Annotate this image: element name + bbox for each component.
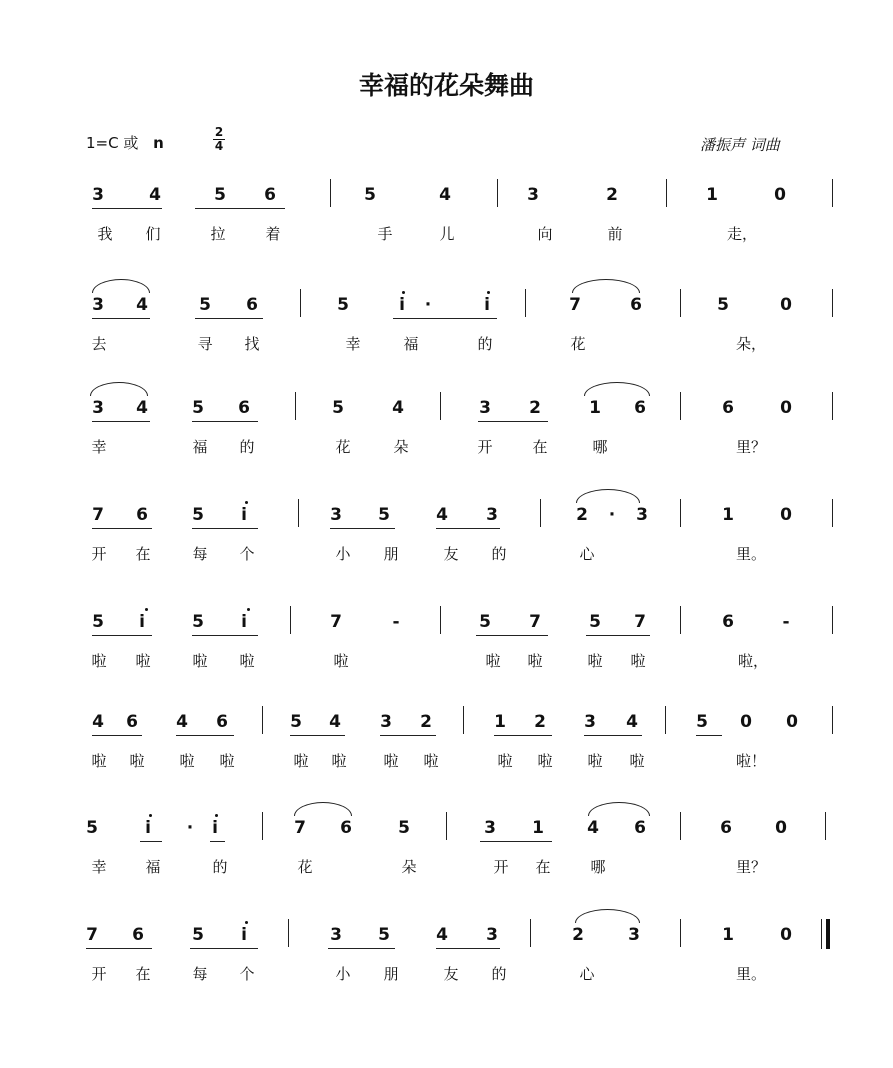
note: ·	[608, 505, 616, 525]
note: 6	[340, 818, 352, 838]
bar-line	[530, 919, 531, 947]
slur	[575, 909, 640, 923]
note: 5	[332, 398, 344, 418]
note: 4	[587, 818, 599, 838]
beam-underline	[92, 735, 142, 736]
note: 3	[636, 505, 648, 525]
bar-line	[832, 606, 833, 634]
note: 6	[238, 398, 250, 418]
slur	[92, 279, 150, 293]
note: 4	[626, 712, 638, 732]
note: 7	[294, 818, 306, 838]
lyric: 朋	[383, 545, 399, 563]
note: 5	[192, 612, 204, 632]
note: 6	[722, 398, 734, 418]
bar-line	[680, 812, 681, 840]
author-credit: 潘振声 词曲	[700, 136, 780, 154]
bar-line	[262, 706, 263, 734]
bar-line	[463, 706, 464, 734]
bar-line	[665, 706, 666, 734]
note: 0	[780, 505, 792, 525]
note: 5	[398, 818, 410, 838]
note: 4	[439, 185, 451, 205]
note: 0	[740, 712, 752, 732]
beam-underline	[328, 948, 395, 949]
bar-line	[497, 179, 498, 207]
note: 0	[774, 185, 786, 205]
lyric: 啦	[537, 752, 553, 770]
bar-line	[262, 812, 263, 840]
note: 4	[392, 398, 404, 418]
note: 5	[86, 818, 98, 838]
lyric: 花	[335, 438, 351, 456]
note: -	[782, 612, 790, 632]
note: 0	[780, 295, 792, 315]
note: 1	[722, 925, 734, 945]
beam-underline	[192, 635, 258, 636]
lyric: 啦	[219, 752, 235, 770]
bar-line	[440, 606, 441, 634]
beam-underline	[478, 421, 548, 422]
beam-underline	[92, 635, 152, 636]
octave-dot	[402, 291, 405, 294]
note: 3	[330, 925, 342, 945]
note: 4	[436, 505, 448, 525]
bar-line	[832, 289, 833, 317]
note: 4	[329, 712, 341, 732]
note: 0	[780, 398, 792, 418]
final-bar-thin	[821, 919, 822, 949]
note: 6	[216, 712, 228, 732]
lyric: 朋	[383, 965, 399, 983]
lyric: 友	[443, 965, 459, 983]
beam-underline	[290, 735, 345, 736]
beam-underline	[436, 948, 500, 949]
note: 5	[378, 925, 390, 945]
lyric: 在	[135, 545, 151, 563]
slur	[572, 279, 640, 293]
note: 7	[330, 612, 342, 632]
note: 6	[246, 295, 258, 315]
slur	[584, 382, 650, 396]
note: 6	[722, 612, 734, 632]
lyric: 啦	[91, 652, 107, 670]
note: 4	[92, 712, 104, 732]
note: 5	[192, 925, 204, 945]
lyric: 朵，	[735, 335, 766, 353]
note: 1	[532, 818, 544, 838]
lyric: 的	[212, 858, 228, 876]
lyric: 每	[192, 965, 208, 983]
bar-line	[288, 919, 289, 947]
bar-line	[825, 812, 826, 840]
beam-underline	[92, 208, 162, 209]
note: 5	[192, 398, 204, 418]
beam-underline	[92, 421, 150, 422]
bar-line	[330, 179, 331, 207]
slur	[576, 489, 640, 503]
lyric: 里？	[735, 438, 766, 456]
lyric: 小	[335, 965, 351, 983]
bar-line	[680, 499, 681, 527]
note: 1	[706, 185, 718, 205]
lyric: 的	[239, 438, 255, 456]
time-sig-bottom: 4	[214, 139, 224, 153]
lyric: 小	[335, 545, 351, 563]
lyric: 啦	[129, 752, 145, 770]
beam-underline	[494, 735, 552, 736]
lyric: 的	[491, 965, 507, 983]
slur	[588, 802, 650, 816]
note: -	[392, 612, 400, 632]
bar-line	[832, 499, 833, 527]
note: 1	[722, 505, 734, 525]
lyric: 啦	[239, 652, 255, 670]
lyric: 啦	[293, 752, 309, 770]
lyric: 福	[145, 858, 161, 876]
note: i	[145, 818, 151, 838]
bar-line	[540, 499, 541, 527]
lyric: 啦	[331, 752, 347, 770]
lyric: 个	[239, 965, 255, 983]
note: 5	[378, 505, 390, 525]
note: 2	[529, 398, 541, 418]
note: 3	[628, 925, 640, 945]
lyric: 的	[491, 545, 507, 563]
note: 3	[486, 505, 498, 525]
note: 4	[149, 185, 161, 205]
note: 3	[92, 398, 104, 418]
beam-underline	[192, 421, 258, 422]
note: 3	[330, 505, 342, 525]
note: 3	[380, 712, 392, 732]
note: 0	[786, 712, 798, 732]
lyric: 在	[535, 858, 551, 876]
note: i	[241, 505, 247, 525]
note: 3	[92, 295, 104, 315]
note: 5	[717, 295, 729, 315]
beam-underline	[210, 841, 225, 842]
note: 3	[584, 712, 596, 732]
beam-underline	[190, 948, 258, 949]
lyric: 啦	[333, 652, 349, 670]
key-label: 1=C 或	[86, 134, 139, 152]
bar-line	[666, 179, 667, 207]
note: i	[212, 818, 218, 838]
lyric: 里。	[735, 965, 766, 983]
lyric: 花	[570, 335, 586, 353]
bar-line	[832, 392, 833, 420]
bar-line	[832, 179, 833, 207]
note: 6	[132, 925, 144, 945]
note: 1	[589, 398, 601, 418]
lyric: 前	[607, 225, 623, 243]
lyric: 儿	[439, 225, 455, 243]
page-title: 幸福的花朵舞曲	[358, 71, 534, 100]
octave-dot	[215, 814, 218, 817]
lyric: 哪	[590, 858, 606, 876]
note: 5	[337, 295, 349, 315]
slur	[294, 802, 352, 816]
note: i	[484, 295, 490, 315]
note: i	[139, 612, 145, 632]
beam-underline	[92, 318, 150, 319]
note: 2	[534, 712, 546, 732]
lyric: 心	[579, 545, 595, 563]
octave-dot	[245, 501, 248, 504]
lyric: 啦，	[737, 652, 768, 670]
beam-underline	[92, 528, 152, 529]
note: 6	[126, 712, 138, 732]
note: 3	[92, 185, 104, 205]
octave-dot	[487, 291, 490, 294]
beam-underline	[476, 635, 548, 636]
note: 7	[92, 505, 104, 525]
note: ·	[424, 295, 432, 315]
note: 3	[486, 925, 498, 945]
note: 5	[479, 612, 491, 632]
bar-line	[295, 392, 296, 420]
beam-underline	[393, 318, 497, 319]
lyric: 里？	[735, 858, 766, 876]
lyric: 着	[265, 225, 281, 243]
lyric: 啦	[383, 752, 399, 770]
octave-dot	[245, 921, 248, 924]
beam-underline	[586, 635, 650, 636]
note: i	[241, 925, 247, 945]
bar-line	[300, 289, 301, 317]
note: i	[241, 612, 247, 632]
lyric: 啦	[497, 752, 513, 770]
lyric: 啦	[91, 752, 107, 770]
note: 4	[436, 925, 448, 945]
lyric: 花	[297, 858, 313, 876]
note: 4	[136, 398, 148, 418]
lyric: 个	[239, 545, 255, 563]
lyric: 啦	[192, 652, 208, 670]
note: 5	[92, 612, 104, 632]
lyric: 朵	[393, 438, 409, 456]
lyric: 开	[493, 858, 509, 876]
lyric: 啦！	[735, 752, 766, 770]
bar-line	[680, 606, 681, 634]
lyric: 幸	[91, 858, 107, 876]
lyric: 里。	[735, 545, 766, 563]
time-sig-top: 2	[214, 125, 224, 139]
lyric: 心	[579, 965, 595, 983]
note: 3	[479, 398, 491, 418]
note: 6	[264, 185, 276, 205]
lyric: 啦	[135, 652, 151, 670]
lyric: 手	[377, 225, 393, 243]
note: 7	[634, 612, 646, 632]
lyric: 啦	[587, 752, 603, 770]
beam-underline	[86, 948, 152, 949]
note: 2	[420, 712, 432, 732]
note: 7	[529, 612, 541, 632]
bar-line	[680, 289, 681, 317]
lyric: 啦	[630, 652, 646, 670]
beam-underline	[192, 528, 258, 529]
note: 5	[364, 185, 376, 205]
note: 5	[290, 712, 302, 732]
note: 2	[606, 185, 618, 205]
note: 0	[775, 818, 787, 838]
beam-underline	[584, 735, 642, 736]
lyric: 福	[192, 438, 208, 456]
lyric: 幸	[91, 438, 107, 456]
note: 6	[720, 818, 732, 838]
note: 3	[484, 818, 496, 838]
lyric: 开	[91, 545, 107, 563]
final-bar-line	[826, 919, 830, 949]
lyric: 向	[537, 225, 553, 243]
lyric: 啦	[629, 752, 645, 770]
lyric: 在	[532, 438, 548, 456]
note: 4	[176, 712, 188, 732]
bar-line	[832, 706, 833, 734]
note: 6	[630, 295, 642, 315]
note: 7	[569, 295, 581, 315]
lyric: 我	[97, 225, 113, 243]
bar-line	[290, 606, 291, 634]
beam-underline	[195, 208, 285, 209]
lyric: 的	[477, 335, 493, 353]
lyric: 每	[192, 545, 208, 563]
beam-underline	[140, 841, 162, 842]
lyric: 啦	[179, 752, 195, 770]
note: 2	[576, 505, 588, 525]
note: 4	[136, 295, 148, 315]
note: 5	[696, 712, 708, 732]
note: i	[399, 295, 405, 315]
octave-dot	[247, 608, 250, 611]
octave-dot	[145, 608, 148, 611]
lyric: 啦	[485, 652, 501, 670]
key-n: n	[153, 134, 164, 152]
lyric: 哪	[592, 438, 608, 456]
lyric: 幸	[345, 335, 361, 353]
octave-dot	[149, 814, 152, 817]
lyric: 找	[244, 335, 260, 353]
note: 2	[572, 925, 584, 945]
note: 7	[86, 925, 98, 945]
beam-underline	[195, 318, 263, 319]
lyric: 走，	[726, 225, 757, 243]
note: 0	[780, 925, 792, 945]
lyric: 朵	[401, 858, 417, 876]
lyric: 寻	[197, 335, 213, 353]
slur	[90, 382, 148, 396]
bar-line	[446, 812, 447, 840]
lyric: 啦	[527, 652, 543, 670]
note: 5	[214, 185, 226, 205]
beam-underline	[330, 528, 395, 529]
note: 6	[634, 818, 646, 838]
lyric: 们	[145, 225, 161, 243]
bar-line	[298, 499, 299, 527]
bar-line	[680, 392, 681, 420]
lyric: 啦	[587, 652, 603, 670]
bar-line	[680, 919, 681, 947]
lyric: 啦	[423, 752, 439, 770]
lyric: 开	[91, 965, 107, 983]
beam-underline	[436, 528, 500, 529]
note: 3	[527, 185, 539, 205]
note: 5	[192, 505, 204, 525]
lyric: 福	[403, 335, 419, 353]
note: 6	[634, 398, 646, 418]
note: 5	[199, 295, 211, 315]
bar-line	[525, 289, 526, 317]
lyric: 在	[135, 965, 151, 983]
beam-underline	[380, 735, 436, 736]
lyric: 友	[443, 545, 459, 563]
beam-underline	[176, 735, 234, 736]
beam-underline	[480, 841, 552, 842]
note: 1	[494, 712, 506, 732]
lyric: 去	[91, 335, 107, 353]
lyric: 开	[477, 438, 493, 456]
lyric: 拉	[210, 225, 226, 243]
note: 5	[589, 612, 601, 632]
bar-line	[440, 392, 441, 420]
note: 6	[136, 505, 148, 525]
beam-underline	[696, 735, 722, 736]
note: ·	[186, 818, 194, 838]
